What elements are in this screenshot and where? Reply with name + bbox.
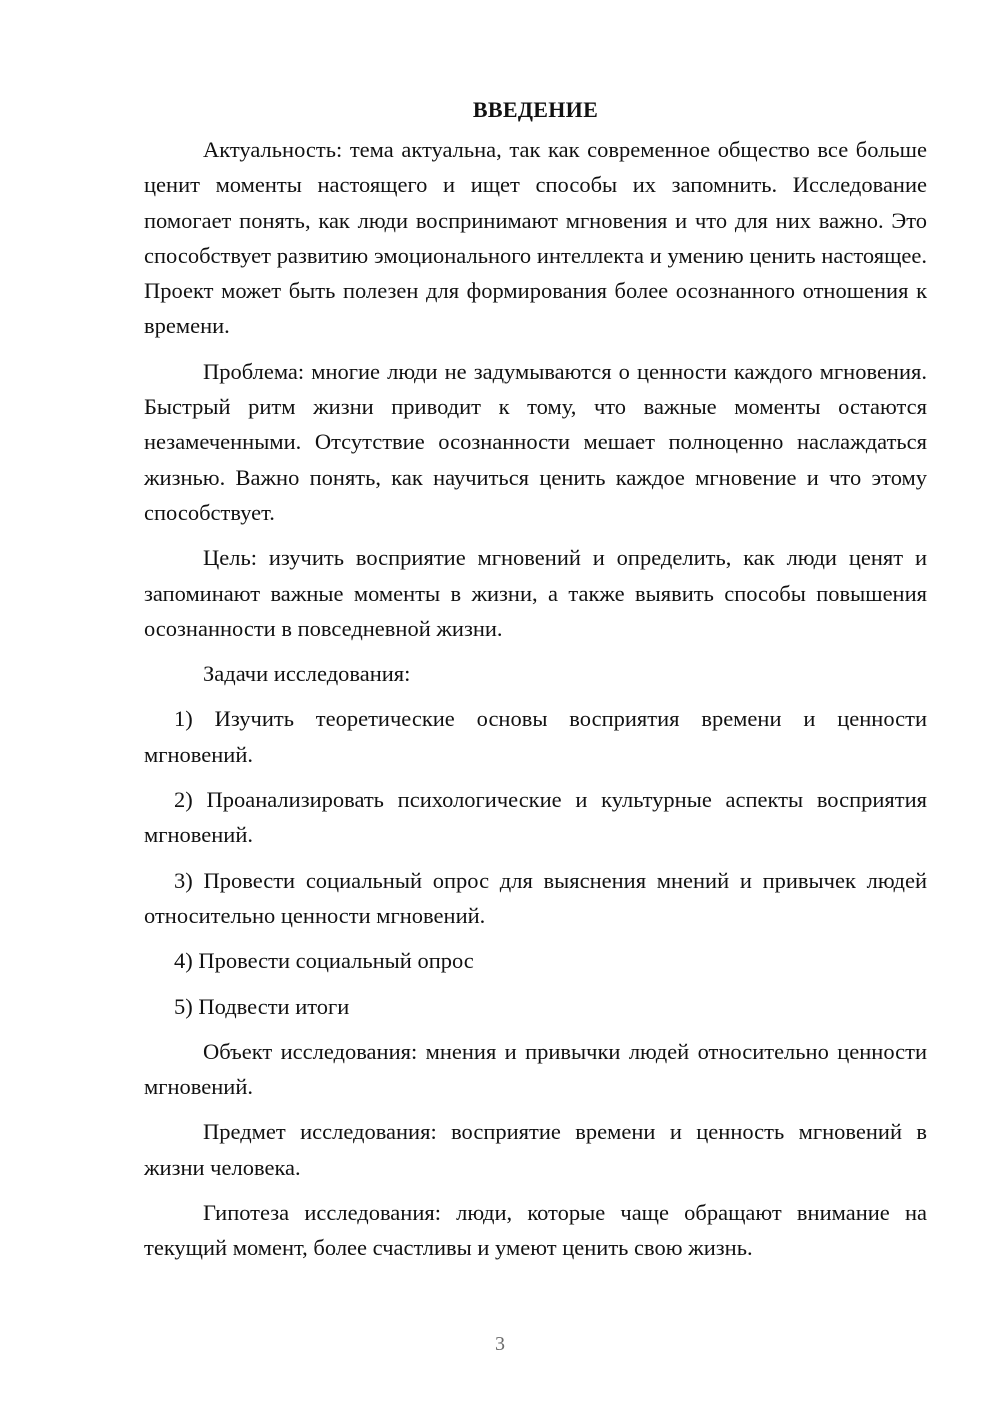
task-item: 1) Изучить теоретические основы восприятия времени и ценности мгновений. — [144, 706, 927, 767]
task-item: 3) Провести социальный опрос для выяснения мнений и привычек людей относительно ценности мгновений. — [144, 867, 927, 928]
goal-paragraph: Цель: изучить восприятие мгновений и определить, как люди ценят и запоминают важные моменты в жизни, а также выявить способы повышения осознанности в повседневной жизни. — [144, 545, 927, 641]
section-title: ВВЕДЕНИЕ — [472, 97, 599, 122]
task-item: 2) Проанализировать психологические и культурные аспекты восприятия мгновений. — [144, 787, 927, 848]
document-page — [144, 92, 927, 1266]
task-item: 5) Подвести итоги — [174, 993, 350, 1019]
task-item: 4) Провести социальный опрос — [174, 948, 474, 974]
object-paragraph: Объект исследования: мнения и привычки людей относительно ценности мгновений. — [144, 1038, 927, 1100]
subject-paragraph: Предмет исследования: восприятие времени и ценность мгновений в жизни человека. — [144, 1119, 927, 1180]
hypothesis-paragraph: Гипотеза исследования: люди, которые чаще обращают внимание на текущий момент, более счастливы и умеют ценить свою жизнь. — [144, 1200, 927, 1261]
problem-paragraph: Проблема: многие люди не задумываются о ценности каждого мгновения. Быстрый ритм жизни приводит к тому, что важные моменты остаются незамеченными. Отсутствие осознанности мешает полноценно наслаждаться жизнью. Важно понять, как научиться ценить каждое мгновение и что этому способствует. — [144, 358, 927, 525]
relevance-paragraph: Актуальность: тема актуальна, так как современное общество все больше ценит моменты настоящего и ищет способы их запомнить. Исследование помогает понять, как люди воспринимают мгновения и что для них важно. Это способствует развитию эмоционального интеллекта и умению ценить настоящее. Проект может быть полезен для формирования более осознанного отношения к времени. — [144, 137, 927, 339]
tasks-list — [144, 701, 927, 1023]
page-number: 3 — [495, 1333, 505, 1355]
tasks-heading: Задачи исследования: — [203, 661, 411, 687]
